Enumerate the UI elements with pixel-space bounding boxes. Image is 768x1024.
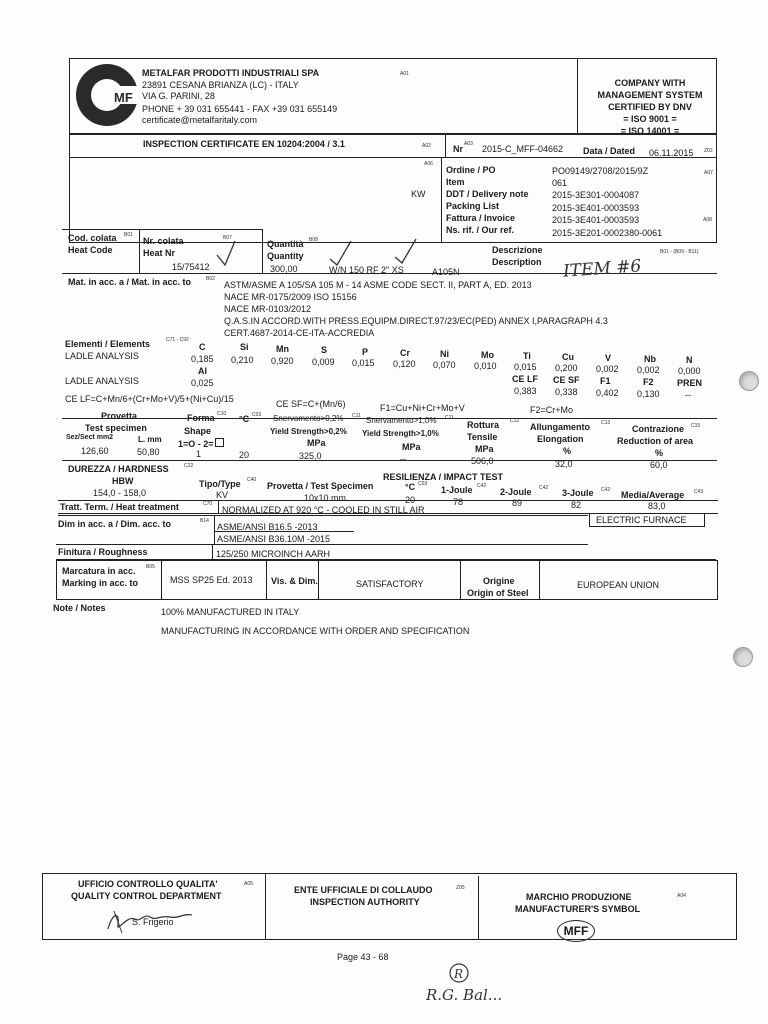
marking-code: B05 [146,564,155,570]
certification-line2: MANAGEMENT SYSTEM [597,90,703,100]
descrizione-label: Descrizione [492,245,543,255]
value-f2: 0,130 [637,389,660,399]
mpa2-label: MPa [402,442,421,452]
value-c: 0,185 [191,354,214,364]
handwritten-signature: R.G. Bal... [426,986,503,1004]
origin-label1: Origine [483,576,515,586]
order-label-ref: Ns. rif. / Our ref. [446,225,515,235]
order-value-invoice: 2015-3E401-0003593 [552,215,640,225]
snervamento02-label: Snervamento>0,2% [273,414,344,423]
ia-label1: ENTE UFFICIALE DI COLLAUDO [294,885,433,895]
grade-value: A105N [432,267,460,277]
element-cu: Cu [562,352,574,362]
element-mn: Mn [276,344,289,354]
nr-colata-code: B07 [223,235,232,241]
mpa1-label: MPa [307,438,326,448]
value-ni: 0,070 [433,360,456,370]
qc-signature [100,905,200,935]
allungamento-code: C13 [601,420,611,426]
value-ce-sf: 0,338 [555,387,578,397]
heat-div1 [139,229,140,274]
provetta-label: Provetta [101,411,138,421]
impact-label: RESILIENZA / IMPACT TEST [383,472,504,482]
certification-line5: = ISO 14001 = [620,126,680,136]
impact-j3-code: C42 [601,487,611,493]
impact-avg-label: Media/Average [621,490,685,500]
order-value-item: 061 [552,178,568,188]
formula-f1: F1=Cu+Ni+Cr+Mo+V [380,403,465,413]
tensile-yield10-value: -- [400,454,406,464]
material-line4: Q.A.S.IN ACCORD.WITH PRESS.EQUIPM.DIRECT.97/23/EC(PED) ANNEX I,PARAGRAPH 4.3 [224,316,608,326]
origin-value: EUROPEAN UNION [577,580,660,590]
dim-mid-line [214,531,354,532]
ms-label2: MANUFACTURER'S SYMBOL [515,904,641,914]
material-label: Mat. in acc. a / Mat. in acc. to [68,277,192,287]
impact-temp-value: 20 [405,495,416,505]
value-cu: 0,200 [555,363,578,373]
impact-specimen-value: 10x10 mm [304,493,347,503]
marking-standard: MSS SP25 Ed. 2013 [170,575,253,585]
tensile-yield02-value: 325,0 [299,451,322,461]
yield10-label: Yield Strength>1,0% [362,429,439,438]
marking-div3 [318,560,319,600]
value-pren: -- [685,390,691,400]
page-number: Page 43 - 68 [337,952,389,962]
ia-label2: INSPECTION AUTHORITY [310,897,420,907]
impact-j2-code: C42 [539,485,549,491]
elongation-label: Elongation [537,434,584,444]
company-email: certificate@metalfaritaly.com [142,115,258,125]
cod-colata-code: B01 [124,232,133,238]
heat-nr-label: Heat Nr [143,248,176,258]
footer-div1 [265,873,266,940]
hardness-value: 154,0 - 158,0 [93,488,147,498]
qc-name: S. Frigerio [132,917,174,927]
tensile-temp-value: 20 [239,450,250,460]
handwritten-checkmarks [205,233,445,273]
cert-nr-label: Nr [453,144,464,154]
impact-j3-label: 3-Joule [562,488,594,498]
impact-avg-code: C43 [694,489,704,495]
marking-label2: Marking in acc. to [62,578,139,588]
tensile-label: Tensile [467,432,498,442]
heat-nr-value: 15/75412 [172,262,210,272]
cod-colata-label: Cod. colata [68,233,117,243]
order-value-ref: 2015-3E201-0002380-0061 [552,228,663,238]
yield02-label: Yield Strength>0,2% [270,427,347,436]
ms-label1: MARCHIO PRODUZIONE [526,892,632,902]
rottura-code: C12 [510,418,520,424]
impact-j2-label: 2-Joule [500,487,532,497]
order-label-item: Item [446,177,465,187]
cert-title-code: A02 [422,143,431,149]
element-ti: Ti [523,351,531,361]
tensile-elong-value: 32,0 [555,459,573,469]
element-ce-sf: CE SF [553,375,580,385]
snervamento10-label: Snervamento>1,0% [366,416,437,425]
company-address1: 23891 CESANA BRIANZA (LC) - ITALY [142,80,299,90]
order-code-a06: A06 [424,161,433,167]
quantity-label: Quantity [267,251,304,261]
dimensions-code: B14 [200,518,209,524]
dim-divider [214,515,215,545]
material-code: B02 [206,276,215,282]
material-line2: NACE MR-0175/2009 ISO 15156 [224,292,357,302]
snervamento10-code: C11 [445,415,454,421]
value-mn: 0,920 [271,356,294,366]
value-si: 0,210 [231,355,254,365]
mpa3-label: MPa [475,444,494,454]
impact-j3-value: 82 [571,500,582,510]
material-line3: NACE MR-0103/2012 [224,304,312,314]
impact-deg-code: C03 [418,481,428,487]
company-phone: PHONE + 39 031 655441 - FAX +39 031 655149 [142,104,338,114]
order-code-a07: A07 [704,170,713,176]
heat-code-label: Heat Code [68,245,113,255]
value-f1: 0,402 [596,388,619,398]
order-label-invoice: Fattura / Invoice [446,213,516,223]
ms-code: A04 [677,893,686,899]
forma-code: C10 [217,411,227,417]
finish-top-line [56,544,588,545]
element-ni: Ni [440,349,449,359]
impact-tipo-label: Tipo/Type [199,479,241,489]
value-n: 0,000 [678,366,701,376]
cert-title: INSPECTION CERTIFICATE EN 10204:2004 / 3.1 [143,139,345,149]
value-nb: 0,002 [637,365,660,375]
element-nb: Nb [644,354,656,364]
formula-ce-sf: CE SF=C+(Mn/6) [276,399,346,409]
element-v: V [605,353,612,363]
qc-code: A05 [244,881,253,887]
cert-date: 06.11.2015 [649,148,694,158]
l-mm-label: L. mm [138,435,162,444]
element-mo: Mo [481,350,494,360]
description-code: B01 - (B09 - B11) [660,249,699,255]
value-ti: 0,015 [514,362,537,372]
element-pren: PREN [677,378,703,388]
element-p: P [362,347,369,357]
heat-top-line [62,229,262,230]
furnace-value: ELECTRIC FURNACE [596,515,687,525]
temp-deg-label: °C [239,414,250,424]
heat-treatment-code: C70 [203,501,213,507]
order-value-po: PO09149/2708/2015/9Z [552,166,649,176]
finish-label: Finitura / Roughness [58,547,148,557]
element-f1: F1 [600,376,611,386]
contrazione-label: Contrazione [632,424,685,434]
marking-div2 [266,560,267,600]
element-c: C [199,342,206,352]
qc-label1: UFFICIO CONTROLLO QUALITA' [78,879,218,889]
cert-date-code: Z02 [704,148,713,154]
nr-colata-label: Nr. colata [143,236,184,246]
tensile-sez-value: 126,60 [81,446,109,456]
cert-number: 2015-C_MFF-04662 [482,144,564,154]
marking-div5 [539,560,540,600]
tensile-reduction-value: 60,0 [650,460,668,470]
value-al: 0,025 [191,378,214,388]
mff-logo: MFF [557,920,595,942]
punch-hole-top [739,371,759,391]
tensile-shape-value: 1 [196,449,202,459]
tensile-l-value: 50,80 [137,447,160,457]
element-s: S [321,345,328,355]
value-ce-lf: 0,383 [514,386,537,396]
value-s: 0,009 [312,357,335,367]
marking-result: SATISFACTORY [356,579,424,589]
ia-code: Z05 [456,885,465,891]
material-line5: CERT.4687-2014-CE-ITA-ACCREDIA [224,328,375,338]
contrazione-code: C15 [691,423,701,429]
rottura-label: Rottura [467,420,499,430]
certification-line4: = ISO 9001 = [623,114,677,124]
dimensions-label: Dim in acc. a / Dim. acc. to [58,519,172,529]
marking-label1: Marcatura in acc. [62,566,136,576]
vis-dim-label: Vis. & Dim. [271,576,318,586]
quantity-value: 300,00 [270,264,298,274]
pct1-label: % [563,446,572,456]
order-value-ddt: 2015-3E301-0004087 [552,190,640,200]
formula-f2: F2=Cr+Mo [530,405,574,415]
tensile-value: 506,0 [471,456,494,466]
value-p: 0,015 [352,358,375,368]
dim-top-line [58,515,588,516]
handwritten-r-text: R [454,967,464,981]
quantita-code: B08 [309,237,318,243]
pct2-label: % [655,448,664,458]
company-address2: VIA G. PARINI, 28 [142,91,215,101]
shape-options-text: 1=O - 2= [178,439,214,449]
marking-div4 [460,560,461,600]
material-line1: ASTM/ASME A 105/SA 105 M - 14 ASME CODE SECT. II, PART A, ED. 2013 [224,280,532,290]
punch-hole-bottom [733,647,753,667]
ht-divider [218,500,219,514]
hardness-label: DUREZZA / HARDNESS [68,464,169,474]
order-kw: KW [411,189,426,199]
notes-line1: 100% MANUFACTURED IN ITALY [161,607,300,617]
order-value-packing: 2015-3E401-0003593 [552,203,640,213]
element-al: Al [198,366,207,376]
allungamento-label: Allungamento [530,422,590,432]
impact-j1-label: 1-Joule [441,485,473,495]
impact-j1-value: 78 [453,497,464,507]
certification-line1: COMPANY WITH [614,78,686,88]
shape-square-icon [215,438,224,447]
dimensions-line1: ASME/ANSI B16.5 -2013 [217,522,318,532]
finish-divider [212,544,213,559]
shape-label: Shape [184,426,212,436]
elements-label: Elementi / Elements [65,339,151,349]
reduction-label: Reduction of area [617,436,694,446]
ladle-analysis-label: LADLE ANALYSIS [65,351,139,361]
value-v: 0,002 [596,364,619,374]
value-mo: 0,010 [474,361,497,371]
cert-date-label: Data / Dated [583,146,636,156]
hardness-top-line [62,460,717,461]
handwritten-r-circle [448,962,470,984]
heat-treatment-value: NORMALIZED AT 920 °C - COOLED IN STILL AIR [222,505,425,515]
footer-div2 [478,876,479,940]
order-code-a08: A08 [703,217,712,223]
company-name: METALFAR PRODOTTI INDUSTRIALI SPA [142,68,320,78]
elements-code: C71 - C92 [166,337,189,343]
hardness-code: C22 [184,463,194,469]
dimensions-line2: ASME/ANSI B36.10M -2015 [217,534,331,544]
impact-tipo-code: C40 [247,477,257,483]
order-label-packing: Packing List [446,201,500,211]
impact-type-value: KV [216,490,229,500]
value-cr: 0,120 [393,359,416,369]
impact-deg-label: °C [405,482,416,492]
ladle-analysis-label-2: LADLE ANALYSIS [65,376,139,386]
notes-label: Note / Notes [53,603,106,613]
header-divider [577,58,578,135]
shape-options [178,438,224,449]
element-f2: F2 [643,377,654,387]
cert-nr-code: A03 [464,141,473,147]
company-logo [74,62,140,128]
hardness-unit: HBW [112,476,134,486]
snervamento02-code: C11 [352,413,361,419]
item-handwritten: ITEM #6 [562,256,642,282]
description-value: W/N 150 RF 2" XS [329,265,404,275]
element-cr: Cr [400,348,411,358]
formula-ce-lf: CE LF=C+Mn/6+(Cr+Mo+V)/5+(Ni+Cu)/15 [65,394,234,404]
impact-j1-code: C42 [477,483,487,489]
impact-avg-value: 83,0 [648,501,666,511]
element-n: N [686,355,693,365]
certification-line3: CERTIFIED BY DNV [608,102,692,112]
element-ce-lf: CE LF [512,374,538,384]
quantita-label: Quantità [267,239,304,249]
temp-deg-code: C03 [252,412,262,418]
marking-div1 [161,560,162,600]
origin-label2: Origin of Steel [467,588,529,598]
heat-treatment-label: Tratt. Term. / Heat treatment [60,502,179,512]
test-specimen-label: Test specimen [85,423,147,433]
company-code: A01 [400,71,409,77]
finish-value: 125/250 MICROINCH AARH [216,549,331,559]
title-divider [445,133,446,158]
forma-label: Forma [187,413,215,423]
order-label-po: Ordine / PO [446,165,496,175]
sez-label: Sez/Sect mm2 [66,434,114,441]
impact-j2-value: 89 [512,498,523,508]
order-label-ddt: DDT / Delivery note [446,189,529,199]
description-label: Description [492,257,542,267]
impact-specimen-label: Provetta / Test Specimen [267,481,374,491]
svg-text:MF: MF [114,90,133,105]
notes-line2: MANUFACTURING IN ACCORDANCE WITH ORDER AND SPECIFICATION [161,626,470,636]
element-si: Si [240,342,249,352]
qc-label2: QUALITY CONTROL DEPARTMENT [71,891,222,901]
